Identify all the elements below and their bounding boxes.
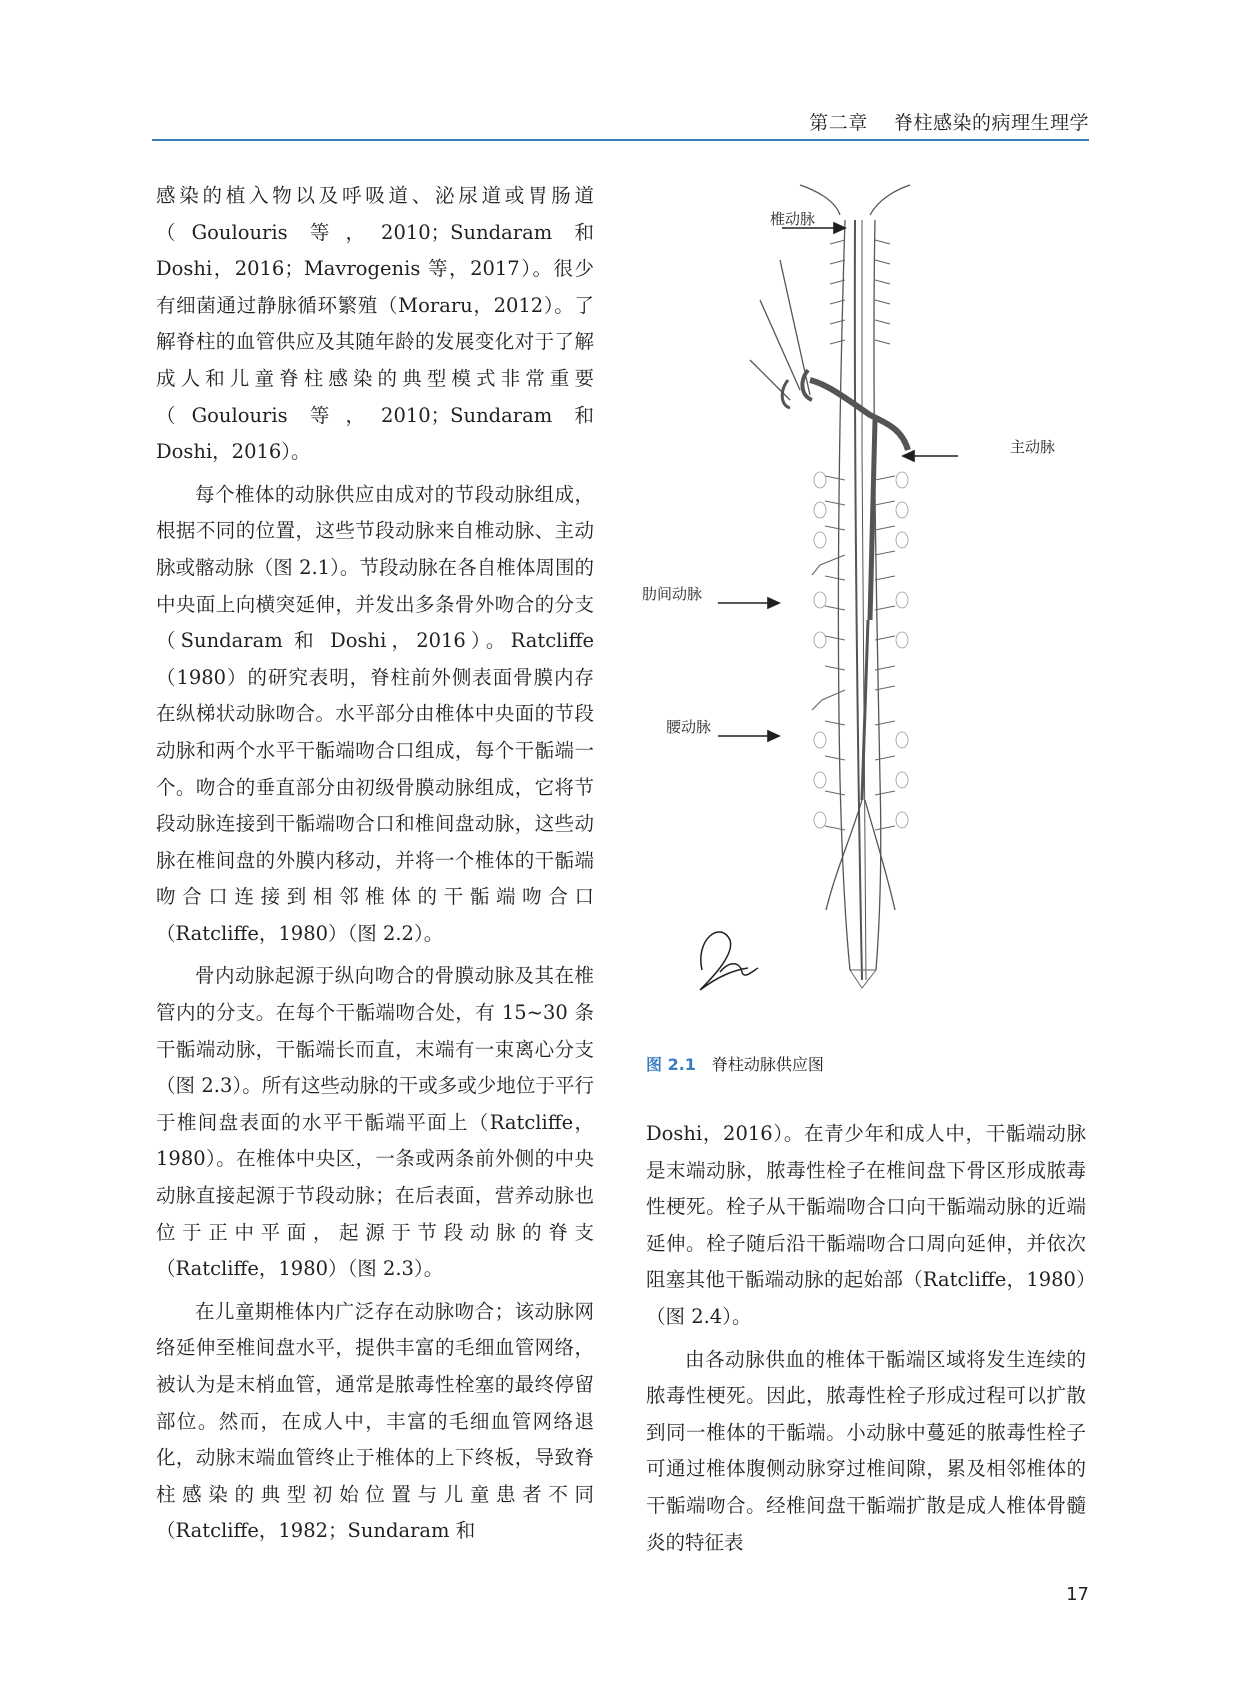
segmental-artery bbox=[825, 721, 845, 725]
segmental-artery bbox=[875, 340, 890, 344]
label-vertebral-artery: 椎动脉 bbox=[770, 210, 816, 228]
segmental-artery bbox=[875, 280, 890, 284]
cervical-branch-3 bbox=[780, 260, 810, 395]
segmental-artery bbox=[875, 636, 895, 640]
segmental-artery bbox=[825, 636, 845, 640]
lumbar-artery-arrowhead bbox=[768, 731, 779, 741]
coccyx-outline bbox=[850, 970, 876, 988]
page-number: 17 bbox=[1066, 1584, 1089, 1605]
spinal-column-outline-left bbox=[838, 220, 850, 970]
vertebral-body-outline bbox=[814, 472, 826, 488]
segmental-artery bbox=[875, 260, 890, 264]
segmental-artery bbox=[875, 300, 890, 304]
aortic-arch bbox=[810, 380, 908, 450]
segmental-artery bbox=[875, 526, 895, 530]
segmental-artery bbox=[825, 576, 845, 580]
segmental-artery bbox=[825, 756, 845, 760]
segmental-artery bbox=[875, 826, 895, 830]
left-text-column bbox=[156, 178, 594, 1556]
segmental-artery bbox=[825, 501, 845, 505]
paragraph: 每个椎体的动脉供应由成对的节段动脉组成，根据不同的位置，这些节段动脉来自椎动脉、主动脉或髂动脉（图 2.1）。节段动脉在各自椎体周围的中央面上向横突延伸，并发出多条骨外吻合的分支（Sundaram 和 Doshi，2016）。Ratcliffe（1980）的研究表明，脊柱前外侧表面骨膜内存在纵梯状动脉吻合。水平部分由椎体中央面的节段动脉和两个水平干骺端吻合口组成，每个干骺端一个。吻合的垂直部分由初级骨膜动脉组成，它将节段动脉连接到干骺端吻合口和椎间盘动脉，这些动脉在椎间盘的外膜内移动，并将一个椎体的干骺端吻合口连接到相邻椎体的干骺端吻合口（Ratcliffe，1980）（图 2.2）。 bbox=[156, 482, 594, 945]
segmental-artery bbox=[812, 555, 845, 575]
vertebral-artery-right bbox=[870, 185, 910, 215]
running-head bbox=[809, 108, 1089, 135]
segmental-artery bbox=[825, 476, 845, 480]
segmental-artery bbox=[830, 340, 845, 344]
segmental-artery bbox=[875, 576, 895, 580]
segmental-artery bbox=[875, 320, 890, 324]
anterior-spinal-artery-parallel bbox=[862, 220, 866, 980]
vertebral-body-outline bbox=[896, 632, 908, 648]
figure-caption bbox=[646, 1052, 824, 1075]
segmental-artery bbox=[825, 666, 845, 670]
signature-stroke bbox=[700, 932, 748, 990]
vertebral-body-outline bbox=[896, 732, 908, 748]
cervical-branch-2 bbox=[750, 360, 790, 400]
paragraph: 骨内动脉起源于纵向吻合的骨膜动脉及其在椎管内的分支。在每个干骺端吻合处，有 15~30 条干骺端动脉，干骺端长而直，末端有一束离心分支（图 2.3）。所有这些动脉的干或多或少地位于平行于椎间盘表面的水平干骺端平面上（Ratcliffe，1980）。在椎体中央区，一条或两条前外侧的中央动脉直接起源于节段动脉；在后表面，营养动脉也位于正中平面，起源于节段动脉的脊支（Ratcliffe，1980）（图 2.3）。 bbox=[156, 964, 594, 1281]
segmental-artery bbox=[812, 690, 845, 710]
vertebral-body-outline bbox=[896, 532, 908, 548]
vertebral-body-outline bbox=[896, 502, 908, 518]
vertebral-body-outline bbox=[814, 812, 826, 828]
segmental-artery bbox=[875, 240, 890, 244]
segmental-artery bbox=[875, 721, 895, 725]
vertebral-body-outline bbox=[814, 732, 826, 748]
right-text-column bbox=[646, 1116, 1086, 1567]
vertebral-body-outline bbox=[814, 772, 826, 788]
paragraph: 在儿童期椎体内广泛存在动脉吻合；该动脉网络延伸至椎间盘水平，提供丰富的毛细血管网络，被认为是末梢血管，通常是脓毒性栓塞的最终停留部位。然而，在成人中，丰富的毛细血管网络退化，动脉末端血管终止于椎体的上下终板，导致脊柱感染的典型初始位置与儿童患者不同（Ratcliffe，1982；Sundaram 和 bbox=[156, 1299, 594, 1543]
spinal-column-outline-right bbox=[874, 220, 881, 970]
label-intercostal-artery: 肋间动脉 bbox=[642, 585, 703, 603]
vertebral-body-outline bbox=[896, 592, 908, 608]
segmental-artery bbox=[875, 791, 895, 795]
vertebral-body-outline bbox=[814, 632, 826, 648]
vertebral-body-outline bbox=[896, 772, 908, 788]
chapter-title: 脊柱感染的病理生理学 bbox=[893, 112, 1089, 134]
label-aorta: 主动脉 bbox=[1010, 438, 1056, 456]
segmental-artery bbox=[875, 476, 895, 480]
segmental-artery bbox=[875, 501, 895, 505]
vertebral-body-outline bbox=[896, 472, 908, 488]
aorta-arrowhead bbox=[903, 451, 914, 461]
abdominal-aorta bbox=[862, 620, 868, 800]
figure-caption-text: 脊柱动脉供应图 bbox=[711, 1055, 824, 1074]
segmental-artery bbox=[830, 240, 845, 244]
segmental-artery bbox=[825, 791, 845, 795]
spinal-artery-figure bbox=[640, 180, 1090, 1010]
anterior-spinal-artery bbox=[855, 220, 862, 980]
figure-number: 图 2.1 bbox=[646, 1055, 696, 1074]
header-rule bbox=[152, 139, 1089, 141]
vertebral-body-outline bbox=[814, 532, 826, 548]
chapter-number: 第二章 bbox=[809, 112, 868, 134]
descending-aorta bbox=[870, 420, 875, 620]
vertebral-body-outline bbox=[814, 502, 826, 518]
segmental-artery bbox=[825, 606, 845, 610]
vertebral-body-outlines bbox=[814, 472, 908, 828]
artist-signature-mark bbox=[700, 932, 758, 990]
paragraph: Doshi，2016）。在青少年和成人中，干骺端动脉是末端动脉，脓毒性栓子在椎间盘下骨区形成脓毒性梗死。栓子从干骺端吻合口向干骺端动脉的近端延伸。栓子随后沿干骺端吻合口周向延伸，并依次阻塞其他干骺端动脉的起始部（Ratcliffe，1980）（图 2.4）。 bbox=[646, 1122, 1086, 1328]
label-lumbar-artery: 腰动脉 bbox=[666, 718, 712, 736]
spinal-artery-drawing bbox=[640, 180, 1090, 1010]
vertebral-artery-arrowhead bbox=[834, 223, 845, 233]
vertebral-body-outline bbox=[814, 592, 826, 608]
segmental-artery bbox=[875, 756, 895, 760]
page-header bbox=[0, 0, 1241, 160]
segmental-artery bbox=[875, 606, 895, 610]
paragraph: 感染的植入物以及呼吸道、泌尿道或胃肠道（Goulouris 等，2010；Sundaram 和 Doshi，2016；Mavrogenis 等，2017）。很少有细菌通过静脉循环繁殖（Moraru，2012）。了解脊柱的血管供应及其随年龄的发展变化对于了解成人和儿童脊柱感染的典型模式非常重要（Goulouris 等，2010；Sundaram 和 Doshi，2016）。 bbox=[156, 184, 594, 464]
segmental-artery bbox=[875, 551, 895, 555]
segmental-artery bbox=[830, 260, 845, 264]
vertebral-body-outline bbox=[896, 812, 908, 828]
paragraph: 由各动脉供血的椎体干骺端区域将发生连续的脓毒性梗死。因此，脓毒性栓子形成过程可以扩散到同一椎体的干骺端。小动脉中蔓延的脓毒性栓子可通过椎体腹侧动脉穿过椎间隙，累及相邻椎体的干骺端吻合。经椎间盘干骺端扩散是成人椎体骨髓炎的特征表 bbox=[646, 1347, 1086, 1554]
intercostal-artery-arrowhead bbox=[768, 598, 779, 608]
segmental-artery bbox=[825, 526, 845, 530]
